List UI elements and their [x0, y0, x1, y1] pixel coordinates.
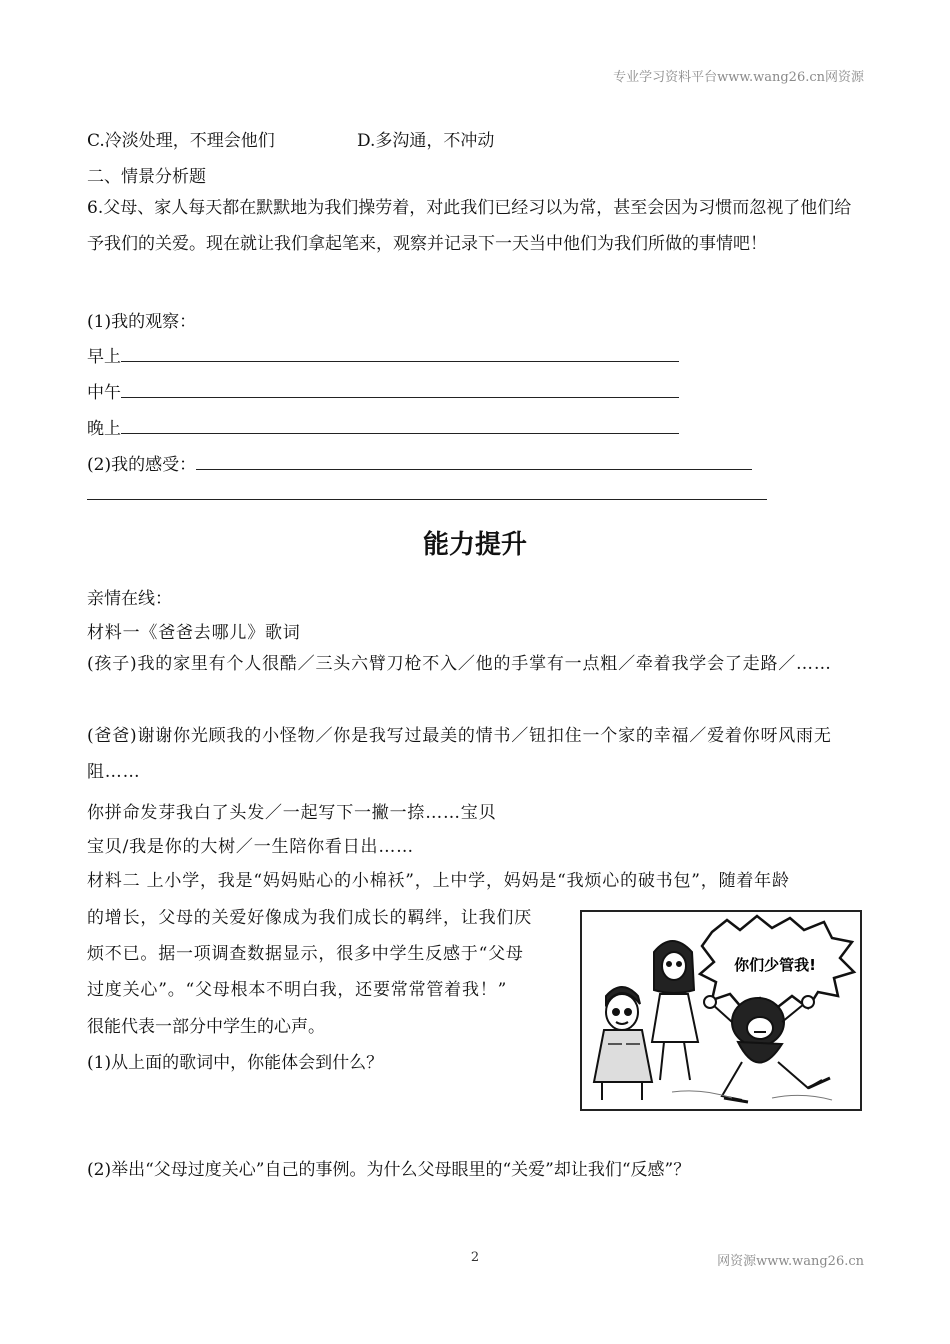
section-title: 能力提升 [422, 530, 527, 560]
question-6-text: 6.父母、家人每天都在默默地为我们操劳着，对此我们已经习以为常，甚至会因为习惯而忽视了他们给予我们的关爱。现在就让我们拿起笔来，观察并记录下一天当中他们为我们所做的事情吧！ [87, 198, 852, 254]
observation-label: (1)我的观察： [87, 312, 197, 332]
lyric-dad: (爸爸)谢谢你光顾我的小怪物／你是我写过最美的情书／钮扣住一个家的幸福／爱着你呀风雨无阻…… [87, 726, 832, 782]
page-number: 2 [470, 1250, 480, 1265]
speech-bubble-text: 你们少管我! [734, 956, 816, 974]
noon-answer-blank[interactable] [121, 381, 679, 398]
lyric-line-3: 你拼命发芽我白了头发／一起写下一撇一捺……宝贝 [87, 803, 497, 823]
girl-figure [652, 941, 698, 1080]
header-watermark: 专业学习资料平台www.wang26.cn网资源 [613, 70, 864, 85]
morning-line [87, 342, 679, 367]
material-2-line-2: 的增长，父母的关爱好像成为我们成长的羁绊，让我们厌 [87, 908, 532, 928]
family-online-label: 亲情在线： [87, 589, 172, 609]
evening-line [87, 414, 679, 439]
cartoon-drawing [582, 912, 860, 1109]
lyric-child: (孩子)我的家里有个人很酷／三头六臂刀枪不入／他的手掌有一点粗／牵着我学会了走路／…… [87, 654, 832, 674]
section-heading: 二、情景分析题 [87, 167, 206, 187]
material-2-line-3: 烦不已。据一项调查数据显示，很多中学生反感于“父母 [87, 944, 524, 964]
noon-line [87, 378, 679, 403]
noon-label: 中午 [87, 383, 121, 403]
feeling-answer-blank[interactable] [196, 453, 752, 470]
evening-label: 晚上 [87, 419, 121, 439]
material-2-line-1: 材料二 上小学，我是“妈妈贴心的小棉袄”，上中学，妈妈是“我烦心的破书包”，随着年龄 [87, 871, 790, 891]
cartoon-illustration [580, 910, 862, 1111]
feeling-label: (2)我的感受： [87, 455, 197, 475]
material-2-line-4: 过度关心”。“父母根本不明白我，还要常常管着我！” [87, 980, 508, 1000]
footer-site: 网资源www.wang26.cn [717, 1254, 864, 1269]
evening-answer-blank[interactable] [121, 417, 679, 434]
material-2-line-5: 很能代表一部分中学生的心声。 [87, 1017, 325, 1037]
material-1-title: 材料一《爸爸去哪儿》歌词 [87, 623, 301, 643]
angry-kid-figure [704, 996, 830, 1102]
ground-scribbles [672, 1091, 832, 1100]
option-c: C.冷淡处理，不理会他们 [87, 131, 275, 151]
question-2: (2)举出“父母过度关心”自己的事例。为什么父母眼里的“关爱”却让我们“反感”？ [87, 1160, 691, 1180]
lyric-line-4: 宝贝/我是你的大树／一生陪你看日出…… [87, 837, 414, 857]
morning-label: 早上 [87, 347, 121, 367]
feeling-answer-continuation[interactable] [87, 499, 767, 500]
question-1: (1)从上面的歌词中，你能体会到什么？ [87, 1053, 384, 1073]
feeling-line [87, 450, 752, 475]
mother-figure [594, 987, 652, 1100]
option-d: D.多沟通，不冲动 [357, 131, 495, 151]
morning-answer-blank[interactable] [121, 345, 679, 362]
